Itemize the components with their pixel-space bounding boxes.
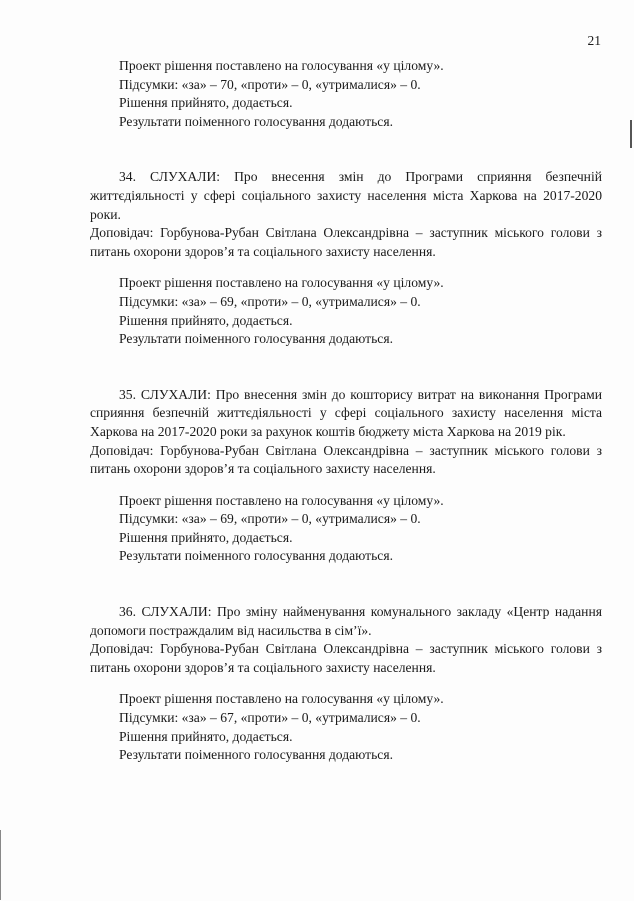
vote-line-decision: Рішення прийнято, додається. bbox=[119, 529, 293, 545]
section-34 bbox=[90, 168, 602, 348]
document-body bbox=[90, 57, 602, 765]
section-heading: 34. СЛУХАЛИ: Про внесення змін до Програми сприяння безпечній життєдіяльності у сфері соціального захисту населення міста Харкова на 2017-2020 роки. bbox=[90, 169, 602, 222]
vote-line-rollcall: Результати поіменного голосування додаються. bbox=[119, 113, 393, 129]
vote-line-results: Підсумки: «за» – 69, «проти» – 0, «утрималися» – 0. bbox=[119, 511, 421, 527]
vote-line-decision: Рішення прийнято, додається. bbox=[119, 728, 293, 744]
section-speaker: Доповідач: Горбунова-Рубан Світлана Олександрівна – заступник міського голови з питань охорони здоров’я та соціального захисту населення. bbox=[90, 442, 602, 477]
section-35 bbox=[90, 386, 602, 566]
vote-line-rollcall: Результати поіменного голосування додаються. bbox=[119, 747, 393, 763]
vote-line-results: Підсумки: «за» – 67, «проти» – 0, «утрималися» – 0. bbox=[119, 710, 421, 726]
vote-line-decision: Рішення прийнято, додається. bbox=[119, 312, 293, 328]
vote-line-results: Підсумки: «за» – 69, «проти» – 0, «утрималися» – 0. bbox=[119, 293, 421, 309]
vote-line-rollcall: Результати поіменного голосування додаються. bbox=[119, 548, 393, 564]
section-speaker: Доповідач: Горбунова-Рубан Світлана Олександрівна – заступник міського голови з питань охорони здоров’я та соціального захисту населення. bbox=[90, 641, 602, 675]
intro-vote-block bbox=[90, 57, 602, 131]
vote-line-proposal: Проект рішення поставлено на голосування «у цілому». bbox=[119, 275, 444, 291]
page-number: 21 bbox=[587, 33, 601, 48]
vote-line-results: Підсумки: «за» – 70, «проти» – 0, «утрималися» – 0. bbox=[119, 76, 421, 92]
spacer bbox=[90, 479, 602, 492]
scan-artifact bbox=[630, 120, 632, 148]
section-36 bbox=[90, 603, 602, 765]
vote-line-proposal: Проект рішення поставлено на голосування «у цілому». bbox=[119, 492, 444, 508]
spacer bbox=[90, 677, 602, 690]
section-speaker: Доповідач: Горбунова-Рубан Світлана Олександрівна – заступник міського голови з питань охорони здоров’я та соціального захисту населення. bbox=[90, 225, 602, 259]
scan-edge bbox=[0, 830, 1, 900]
spacer bbox=[90, 566, 602, 603]
section-heading: 36. СЛУХАЛИ: Про зміну найменування комунального закладу «Центр надання допомоги постраждалим від насильства в сім’ї». bbox=[90, 604, 602, 638]
spacer bbox=[90, 349, 602, 386]
spacer bbox=[90, 131, 602, 168]
vote-line-proposal: Проект рішення поставлено на голосування «у цілому». bbox=[119, 691, 444, 707]
vote-line-decision: Рішення прийнято, додається. bbox=[119, 95, 293, 111]
vote-line-rollcall: Результати поіменного голосування додаються. bbox=[119, 331, 393, 347]
section-heading: 35. СЛУХАЛИ: Про внесення змін до кошторису витрат на виконання Програми сприяння безпечній життєдіяльності у сфері соціального захисту населення міста Харкова на 2017-2020 роки за рахунок коштів бюджету міста Харкова на 2019 рік. bbox=[90, 386, 602, 439]
vote-line-proposal: Проект рішення поставлено на голосування «у цілому». bbox=[119, 58, 444, 73]
spacer bbox=[90, 261, 602, 274]
